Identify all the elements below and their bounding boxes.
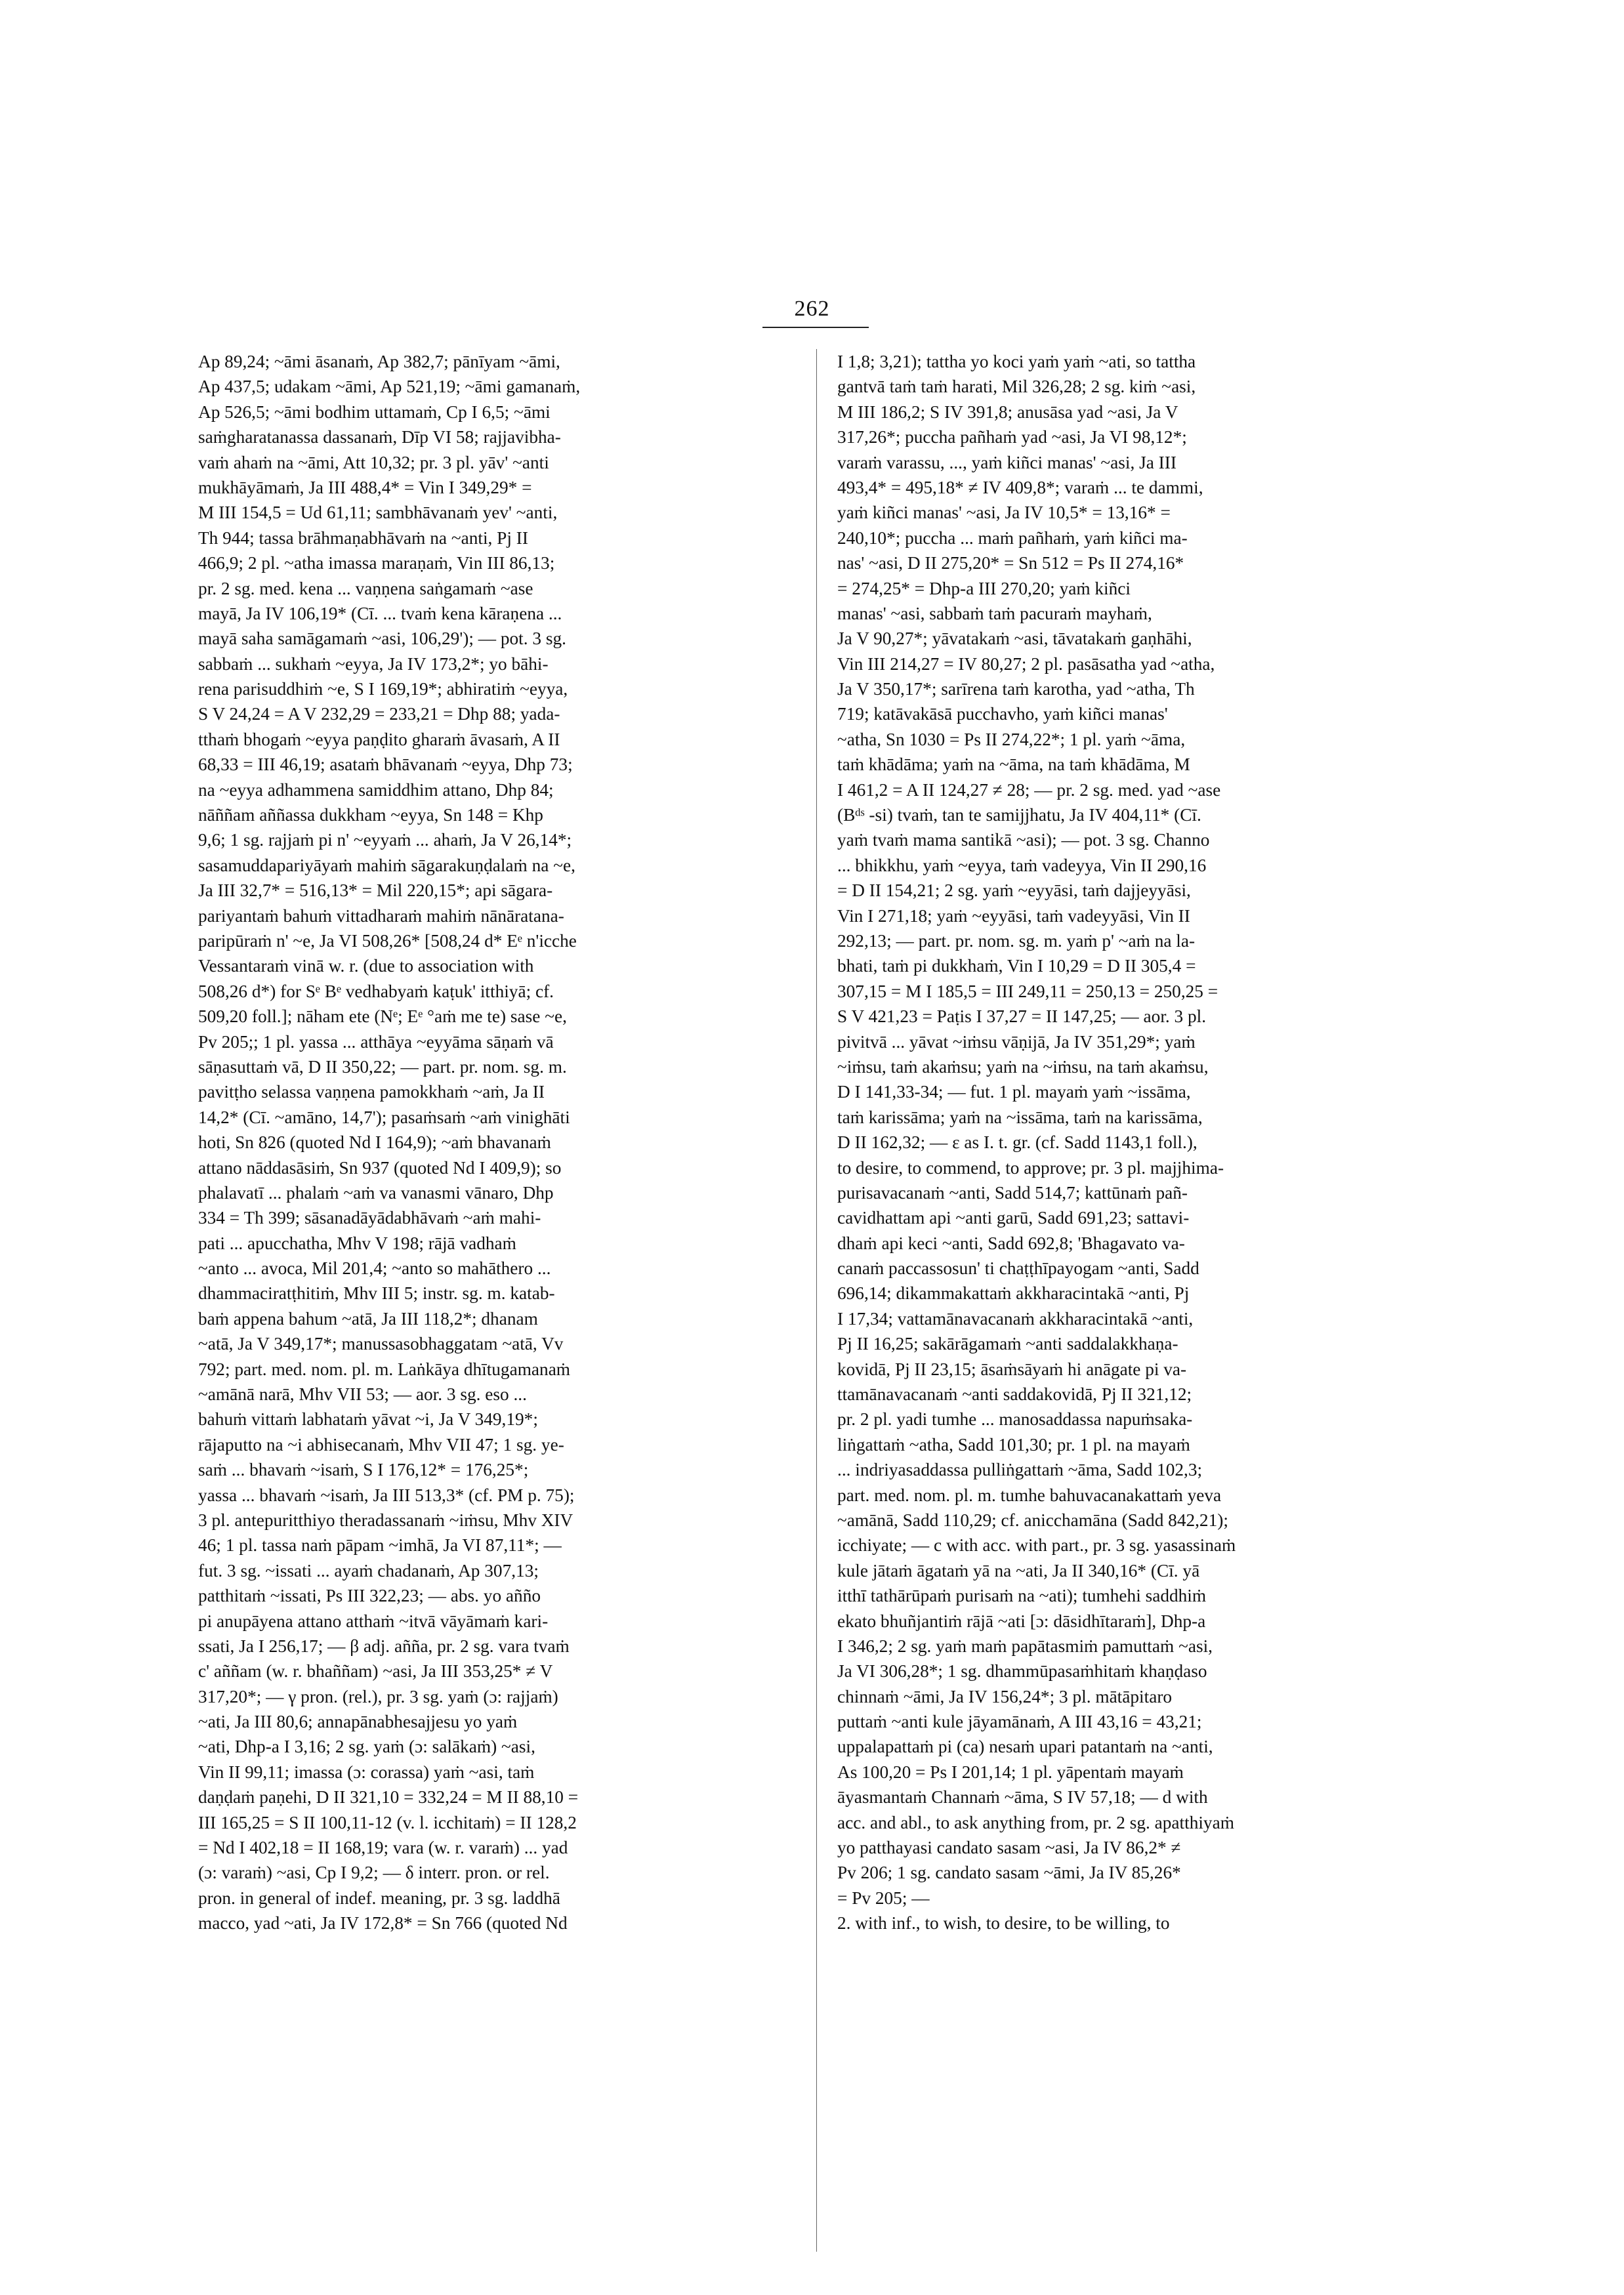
dictionary-line: ... indriyasaddassa pulliṅgattaṁ ~āma, Sadd 102,3; — [837, 1460, 1203, 1480]
dictionary-line: phalavatī ... phalaṁ ~aṁ va vanasmi vānaro, Dhp — [198, 1182, 554, 1203]
dictionary-line: chinnaṁ ~āmi, Ja IV 156,24*; 3 pl. mātāpitaro — [837, 1686, 1173, 1706]
dictionary-line: Ja V 90,27*; yāvatakaṁ ~asi, tāvatakaṁ gaṇhāhi, — [837, 629, 1192, 649]
dictionary-line: saṁgharatanassa dassanaṁ, Dīp VI 58; rajjavibha- — [198, 427, 561, 447]
dictionary-line: paripūraṁ n' ~e, Ja VI 508,26* [508,24 d* Eᵉ n'icche — [198, 930, 577, 951]
dictionary-line: 46; 1 pl. tassa naṁ pāpam ~imhā, Ja VI 87,11*; — — [198, 1535, 562, 1556]
dictionary-line: 493,4* = 495,18* ≠ IV 409,8*; varaṁ ... te dammi, — [837, 477, 1203, 497]
dictionary-line: pi anupāyena attano atthaṁ ~itvā vāyāmaṁ kari- — [198, 1611, 549, 1631]
dictionary-line: manas' ~asi, sabbaṁ taṁ pacuraṁ mayhaṁ, — [837, 603, 1152, 623]
dictionary-line: = 274,25* = Dhp-a III 270,20; yaṁ kiñci — [837, 578, 1131, 598]
dictionary-line: to desire, to commend, to approve; pr. 3 pl. majjhima- — [837, 1157, 1224, 1178]
dictionary-line: pron. in general of indef. meaning, pr. 3 sg. laddhā — [198, 1888, 560, 1908]
dictionary-line: I 461,2 = A II 124,27 ≠ 28; — pr. 2 sg. med. yad ~ase — [837, 779, 1221, 800]
dictionary-line: Vin III 214,27 = IV 80,27; 2 pl. pasāsatha yad ~atha, — [837, 653, 1215, 674]
dictionary-line: ... bhikkhu, yaṁ ~eyya, taṁ vadeyya, Vin II 290,16 — [837, 855, 1207, 875]
dictionary-line: kovidā, Pj II 23,15; āsaṁsāyaṁ hi anāgate pi va- — [837, 1359, 1187, 1379]
dictionary-line: 466,9; 2 pl. ~atha imassa maraṇaṁ, Vin III 86,13; — [198, 553, 555, 573]
dictionary-line: = D II 154,21; 2 sg. yaṁ ~eyyāsi, taṁ dajjeyyāsi, — [837, 880, 1191, 901]
dictionary-line: 68,33 = III 46,19; asataṁ bhāvanaṁ ~eyya, Dhp 73; — [198, 755, 573, 775]
dictionary-line: ~amānā, Sadd 110,29; cf. anicchamāna (Sadd 842,21); — [837, 1510, 1228, 1530]
dictionary-line: na ~eyya adhammena samiddhim attano, Dhp 84; — [198, 779, 554, 800]
dictionary-line: daṇḍaṁ paṇehi, D II 321,10 = 332,24 = M II 88,10 = — [198, 1787, 579, 1808]
dictionary-line: bhati, taṁ pi dukkhaṁ, Vin I 10,29 = D II 305,4 = — [837, 956, 1196, 976]
dictionary-line: itthī tathārūpaṁ purisaṁ na ~ati); tumhehi saddhiṁ — [837, 1586, 1207, 1606]
dictionary-line: c' aññam (w. r. bhaññam) ~asi, Ja III 353,25* ≠ V — [198, 1661, 553, 1682]
column-divider — [816, 349, 817, 2252]
dictionary-line: liṅgattaṁ ~atha, Sadd 101,30; pr. 1 pl. na mayaṁ — [837, 1434, 1190, 1455]
dictionary-line: 792; part. med. nom. pl. m. Laṅkāya dhītugamanaṁ — [198, 1359, 571, 1379]
page-number: 262 — [794, 297, 830, 321]
dictionary-line: I 346,2; 2 sg. yaṁ maṁ papātasmiṁ pamuttaṁ ~asi, — [837, 1636, 1213, 1656]
dictionary-line: Ja VI 306,28*; 1 sg. dhammūpasaṁhitaṁ khaṇḍaso — [837, 1661, 1207, 1682]
dictionary-line: dhammaciratṭhitiṁ, Mhv III 5; instr. sg. m. katab- — [198, 1283, 555, 1304]
dictionary-line: Ap 526,5; ~āmi bodhim uttamaṁ, Cp I 6,5; ~āmi — [198, 402, 551, 422]
dictionary-line: Ap 89,24; ~āmi āsanaṁ, Ap 382,7; pānīyam ~āmi, — [198, 352, 560, 371]
dictionary-line: puttaṁ ~anti kule jāyamānaṁ, A III 43,16 = 43,21; — [837, 1712, 1202, 1732]
dictionary-line: Vin II 99,11; imassa (ɔ: corassa) yaṁ ~asi, taṁ — [198, 1762, 535, 1782]
dictionary-line: Pv 206; 1 sg. candato sasam ~āmi, Ja IV 85,26* — [837, 1863, 1181, 1883]
dictionary-line: (ɔ: varaṁ) ~asi, Cp I 9,2; — δ interr. pron. or rel. — [198, 1863, 550, 1883]
dictionary-line: āyasmantaṁ Channaṁ ~āma, S IV 57,18; — d with — [837, 1787, 1208, 1808]
dictionary-line: mayā saha samāgamaṁ ~asi, 106,29'); — pot. 3 sg. — [198, 629, 566, 649]
dictionary-line: Ap 437,5; udakam ~āmi, Ap 521,19; ~āmi gamanaṁ, — [198, 377, 581, 397]
dictionary-line: 719; katāvakāsā pucchavho, yaṁ kiñci manas' — [837, 704, 1168, 724]
dictionary-line: = Nd I 402,18 = II 168,19; vara (w. r. varaṁ) ... yad — [198, 1838, 568, 1858]
dictionary-line: nāññam aññassa dukkham ~eyya, Sn 148 = Khp — [198, 805, 543, 825]
dictionary-line: pivitvā ... yāvat ~iṁsu vāṇijā, Ja IV 351,29*; yaṁ — [837, 1031, 1196, 1052]
dictionary-line: I 1,8; 3,21); tattha yo koci yaṁ yaṁ ~ati, so tattha — [837, 352, 1196, 371]
dictionary-line: 508,26 d*) for Sᵉ Bᵉ vedhabyaṁ kaṭuk' itthiyā; cf. — [198, 981, 554, 1001]
dictionary-line: dhaṁ api keci ~anti, Sadd 692,8; 'Bhagavato va- — [837, 1233, 1185, 1253]
dictionary-line: canaṁ paccassosun' ti chaṭṭhīpayogam ~anti, Sadd — [837, 1258, 1199, 1279]
dictionary-line: fut. 3 sg. ~issati ... ayaṁ chadanaṁ, Ap 307,13; — [198, 1560, 539, 1581]
dictionary-line: icchiyate; — c with acc. with part., pr. 3 sg. yasassinaṁ — [837, 1535, 1236, 1556]
dictionary-line: mayā, Ja IV 106,19* (Cī. ... tvaṁ kena kāraṇena ... — [198, 603, 562, 623]
dictionary-line: ssati, Ja I 256,17; — β adj. añña, pr. 2 sg. vara tvaṁ — [198, 1636, 570, 1656]
dictionary-line: Vessantaraṁ vinā w. r. (due to association with — [198, 956, 534, 976]
dictionary-line: pr. 2 pl. yadi tumhe ... manosaddassa napuṁsaka- — [837, 1409, 1193, 1430]
dictionary-line: 307,15 = M I 185,5 = III 249,11 = 250,13 = 250,25 = — [837, 981, 1218, 1001]
dictionary-line: M III 154,5 = Ud 61,11; sambhāvanaṁ yev' ~anti, — [198, 503, 558, 523]
dictionary-line: 3 pl. antepuritthiyo theradassanaṁ ~iṁsu, Mhv XIV — [198, 1510, 573, 1530]
dictionary-line: acc. and abl., to ask anything from, pr. 2 sg. apatthiyaṁ — [837, 1812, 1234, 1832]
dictionary-line: Th 944; tassa brāhmaṇabhāvaṁ na ~anti, Pj II — [198, 527, 528, 548]
dictionary-line: patthitaṁ ~issati, Ps III 322,23; — abs. yo añño — [198, 1586, 541, 1606]
dictionary-line: Pj II 16,25; sakārāgamaṁ ~anti saddalakkhaṇa- — [837, 1334, 1178, 1354]
left-column — [198, 349, 760, 1936]
dictionary-line: 696,14; dikammakattaṁ akkharacintakā ~anti, Pj — [837, 1283, 1190, 1304]
dictionary-line: S V 421,23 = Paṭis I 37,27 = II 147,25; — aor. 3 pl. — [837, 1006, 1207, 1027]
dictionary-line: rājaputto na ~i abhisecanaṁ, Mhv VII 47; 1 sg. ye- — [198, 1434, 564, 1455]
dictionary-line: pr. 2 sg. med. kena ... vaṇṇena saṅgamaṁ ~ase — [198, 578, 533, 598]
dictionary-line: ekato bhuñjantiṁ rājā ~ati [ɔ: dāsidhītaraṁ], Dhp-a — [837, 1611, 1206, 1631]
header-rule — [762, 327, 869, 328]
right-column — [837, 349, 1400, 1936]
dictionary-line: Pv 205;; 1 pl. yassa ... atthāya ~eyyāma sāṇaṁ vā — [198, 1031, 554, 1052]
dictionary-line: S V 24,24 = A V 232,29 = 233,21 = Dhp 88; yada- — [198, 704, 560, 724]
dictionary-line: attano nāddasāsiṁ, Sn 937 (quoted Nd I 409,9); so — [198, 1157, 562, 1178]
dictionary-line: Vin I 271,18; yaṁ ~eyyāsi, taṁ vadeyyāsi, Vin II — [837, 905, 1190, 926]
dictionary-line: uppalapattaṁ pi (ca) nesaṁ upari patantaṁ na ~anti, — [837, 1737, 1213, 1757]
dictionary-line: mukhāyāmaṁ, Ja III 488,4* = Vin I 349,29* = — [198, 477, 532, 497]
dictionary-line: gantvā taṁ taṁ harati, Mil 326,28; 2 sg. kiṁ ~asi, — [837, 377, 1196, 397]
dictionary-line: ~amānā narā, Mhv VII 53; — aor. 3 sg. eso ... — [198, 1384, 527, 1405]
dictionary-line: 292,13; — part. pr. nom. sg. m. yaṁ p' ~aṁ na la- — [837, 930, 1196, 951]
dictionary-line: 509,20 foll.]; nāham ete (Nᵉ; Eᵉ °aṁ me te) sase ~e, — [198, 1006, 567, 1027]
dictionary-line: taṁ khādāma; yaṁ na ~āma, na taṁ khādāma, M — [837, 755, 1190, 775]
dictionary-line: pati ... apucchatha, Mhv V 198; rājā vadhaṁ — [198, 1233, 516, 1253]
dictionary-line: bahuṁ vittaṁ labhataṁ yāvat ~i, Ja V 349,19*; — [198, 1409, 538, 1430]
dictionary-line: yaṁ kiñci manas' ~asi, Ja IV 10,5* = 13,16* = — [837, 503, 1171, 523]
dictionary-line: yaṁ tvaṁ mama santikā ~asi); — pot. 3 sg. Channo — [837, 830, 1210, 850]
dictionary-line: Ja V 350,17*; sarīrena taṁ karotha, yad ~atha, Th — [837, 679, 1195, 699]
dictionary-line: 317,26*; puccha pañhaṁ yad ~asi, Ja VI 98,12*; — [837, 427, 1187, 447]
dictionary-line: saṁ ... bhavaṁ ~isaṁ, S I 176,12* = 176,25*; — [198, 1460, 529, 1480]
dictionary-line: ttamānavacanaṁ ~anti saddakovidā, Pj II 321,12; — [837, 1384, 1192, 1405]
dictionary-line: D I 141,33-34; — fut. 1 pl. mayaṁ yaṁ ~issāma, — [837, 1082, 1191, 1102]
dictionary-line: ~ati, Ja III 80,6; annapānabhesajjesu yo yaṁ — [198, 1712, 518, 1732]
dictionary-line: = Pv 205; — — [837, 1888, 930, 1908]
dictionary-line: vaṁ ahaṁ na ~āmi, Att 10,32; pr. 3 pl. yāv' ~anti — [198, 452, 549, 472]
dictionary-line: baṁ appena bahum ~atā, Ja III 118,2*; dhanam — [198, 1308, 538, 1329]
dictionary-line: taṁ karissāma; yaṁ na ~issāma, taṁ na karissāma, — [837, 1107, 1203, 1127]
dictionary-line: nas' ~asi, D II 275,20* = Sn 512 = Ps II 274,16* — [837, 553, 1184, 573]
dictionary-line: III 165,25 = S II 100,11-12 (v. l. icchitaṁ) = II 128,2 — [198, 1812, 577, 1832]
dictionary-line: 14,2* (Cī. ~amāno, 14,7'); pasaṁsaṁ ~aṁ vinighāti — [198, 1107, 570, 1127]
dictionary-line: hoti, Sn 826 (quoted Nd I 164,9); ~aṁ bhavanaṁ — [198, 1132, 551, 1153]
dictionary-line: ~anto ... avoca, Mil 201,4; ~anto so mahāthero ... — [198, 1258, 551, 1279]
dictionary-line: I 17,34; vattamānavacanaṁ akkharacintakā ~anti, — [837, 1308, 1194, 1329]
dictionary-line: sabbaṁ ... sukhaṁ ~eyya, Ja IV 173,2*; yo bāhi- — [198, 653, 549, 674]
dictionary-line: rena parisuddhiṁ ~e, S I 169,19*; abhiratiṁ ~eyya, — [198, 679, 568, 699]
dictionary-line: D II 162,32; — ε as I. t. gr. (cf. Sadd 1143,1 foll.), — [837, 1132, 1197, 1153]
dictionary-line: macco, yad ~ati, Ja IV 172,8* = Sn 766 (quoted Nd — [198, 1913, 568, 1933]
dictionary-line: purisavacanaṁ ~anti, Sadd 514,7; kattūnaṁ pañ- — [837, 1182, 1188, 1203]
dictionary-line: 334 = Th 399; sāsanadāyādabhāvaṁ ~aṁ mahi- — [198, 1208, 541, 1228]
dictionary-line: 317,20*; — γ pron. (rel.), pr. 3 sg. yaṁ (ɔ: rajjaṁ) — [198, 1686, 558, 1706]
dictionary-line: varaṁ varassu, ..., yaṁ kiñci manas' ~asi, Ja III — [837, 452, 1176, 472]
dictionary-line: Ja III 32,7* = 516,13* = Mil 220,15*; api sāgara- — [198, 880, 553, 901]
dictionary-line: ~atha, Sn 1030 = Ps II 274,22*; 1 pl. yaṁ ~āma, — [837, 729, 1186, 749]
dictionary-line: (Bᵈˢ -si) tvaṁ, tan te samijjhatu, Ja IV 404,11* (Cī. — [837, 805, 1201, 825]
dictionary-line: part. med. nom. pl. m. tumhe bahuvacanakattaṁ yeva — [837, 1485, 1222, 1505]
dictionary-line: M III 186,2; S IV 391,8; anusāsa yad ~asi, Ja V — [837, 402, 1178, 422]
dictionary-line: cavidhattam api ~anti garū, Sadd 691,23; sattavi- — [837, 1208, 1190, 1228]
dictionary-line: sasamuddapariyāyaṁ mahiṁ sāgarakuṇḍalaṁ na ~e, — [198, 855, 575, 875]
dictionary-line: kule jātaṁ āgataṁ yā na ~ati, Ja II 340,16* (Cī. yā — [837, 1560, 1200, 1581]
dictionary-line: 9,6; 1 sg. rajjaṁ pi n' ~eyyaṁ ... ahaṁ, Ja V 26,14*; — [198, 830, 572, 850]
dictionary-line: As 100,20 = Ps I 201,14; 1 pl. yāpentaṁ mayaṁ — [837, 1762, 1184, 1782]
dictionary-line: tthaṁ bhogaṁ ~eyya paṇḍito gharaṁ āvasaṁ, A II — [198, 729, 560, 749]
dictionary-line: yo patthayasi candato sasam ~asi, Ja IV 86,2* ≠ — [837, 1838, 1181, 1858]
dictionary-line: ~iṁsu, taṁ akaṁsu; yaṁ na ~iṁsu, na taṁ akaṁsu, — [837, 1056, 1209, 1077]
dictionary-line: yassa ... bhavaṁ ~isaṁ, Ja III 513,3* (cf. PM p. 75); — [198, 1485, 575, 1505]
dictionary-line: 2. with inf., to wish, to desire, to be willing, to — [837, 1913, 1170, 1933]
dictionary-line: sāṇasuttaṁ vā, D II 350,22; — part. pr. nom. sg. m. — [198, 1056, 567, 1077]
dictionary-line: ~ati, Dhp-a I 3,16; 2 sg. yaṁ (ɔ: salākaṁ) ~asi, — [198, 1737, 535, 1757]
dictionary-line: ~atā, Ja V 349,17*; manussasobhaggatam ~atā, Vv — [198, 1334, 564, 1354]
dictionary-line: pariyantaṁ bahuṁ vittadharaṁ mahiṁ nānāratana- — [198, 905, 564, 926]
dictionary-line: 240,10*; puccha ... maṁ pañhaṁ, yaṁ kiñci ma- — [837, 527, 1188, 548]
dictionary-line: pavitṭho selassa vaṇṇena pamokkhaṁ ~aṁ, Ja II — [198, 1082, 545, 1102]
